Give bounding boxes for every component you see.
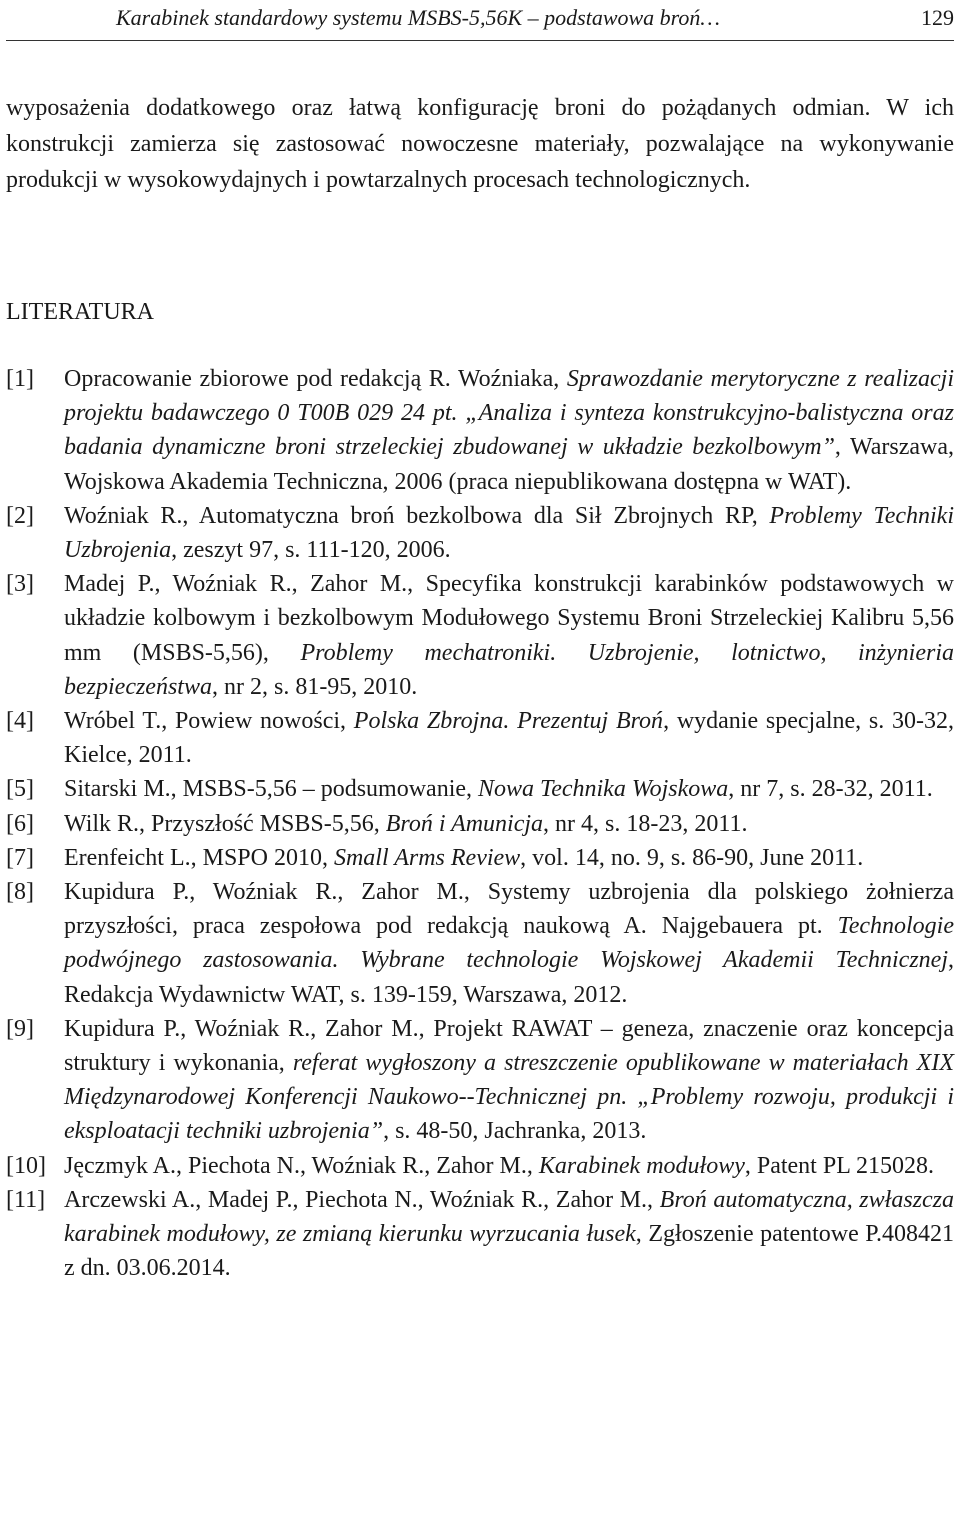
- reference-text: , Patent PL 215028.: [744, 1152, 934, 1179]
- reference-text: , wydanie specjalne, s. 30-32, Kielce, 2011.: [64, 708, 955, 769]
- reference-text: Jęczmyk A., Piechota N., Woźniak R., Zahor M.,: [64, 1152, 539, 1179]
- reference-title-italic: Karabinek modułowy: [538, 1152, 745, 1179]
- page-number: 129: [921, 5, 954, 30]
- body-text: [6, 90, 954, 198]
- reference-number: [2]: [6, 502, 34, 529]
- intro-paragraph: wyposażenia dodatkowego oraz łatwą konfigurację broni do pożądanych odmian. W ich konstrukcji zamierza się zastosować nowoczesne materiały, pozwalające na wykonywanie produkcji w wysokowydajnych i powtarzalnych procesach technologicznych.: [6, 95, 954, 193]
- reference-item: [6, 362, 954, 499]
- reference-item: [6, 1183, 954, 1286]
- reference-text: , s. 48-50, Jachranka, 2013.: [383, 1118, 647, 1145]
- reference-number: [8]: [6, 879, 34, 906]
- reference-text: Kupidura P., Woźniak R., Zahor M., Projekt RAWAT – geneza, znaczenie oraz koncepcja struktury i wykonania,: [64, 1015, 954, 1077]
- reference-text: Wilk R., Przyszłość MSBS-5,56,: [64, 810, 386, 837]
- reference-number: [6]: [6, 810, 34, 837]
- reference-text: , Warszawa, Wojskowa Akademia Techniczna, 2006 (praca niepublikowana dostępna w WAT).: [64, 434, 955, 495]
- reference-title-italic: Problemy mechatroniki. Uzbrojenie, lotnictwo, inżynieria bezpieczeństwa: [64, 639, 954, 700]
- reference-title-italic: Small Arms Review: [333, 844, 521, 871]
- reference-number: [11]: [6, 1186, 46, 1213]
- reference-title-italic: Technologie podwójnego zastosowania. Wybrane technologie Wojskowej Akademii Technicznej: [64, 913, 954, 974]
- reference-item: [6, 807, 954, 841]
- reference-text: , zeszyt 97, s. 111-120, 2006.: [171, 537, 451, 564]
- reference-text: , vol. 14, no. 9, s. 86-90, June 2011.: [520, 844, 864, 871]
- reference-number: [9]: [6, 1015, 34, 1042]
- reference-text: , nr 2, s. 81-95, 2010.: [211, 673, 418, 700]
- reference-text: Arczewski A., Madej P., Piechota N., Woźniak R., Zahor M.,: [64, 1186, 660, 1213]
- reference-number: [4]: [6, 708, 34, 735]
- reference-item: [6, 875, 954, 1012]
- reference-number: [7]: [6, 844, 34, 871]
- reference-title-italic: Broń automatyczna, zwłaszcza karabinek modułowy, ze zmianą kierunku wyrzucania łusek: [64, 1186, 954, 1248]
- reference-text: Opracowanie zbiorowe pod redakcją R. Woźniaka,: [64, 366, 567, 392]
- reference-text: Woźniak R., Automatyczna broń bezkolbowa dla Sił Zbrojnych RP,: [64, 502, 770, 529]
- reference-item: [6, 1012, 954, 1149]
- reference-title-italic: Problemy Techniki Uzbrojenia: [64, 502, 954, 564]
- reference-number: [1]: [6, 366, 34, 392]
- reference-title-italic: Nowa Technika Wojskowa: [478, 776, 729, 803]
- reference-item: [6, 567, 954, 704]
- reference-number: [3]: [6, 571, 34, 598]
- reference-title-italic: referat wygłoszony a streszczenie opublikowane w materiałach XIX Międzynarodowej Konferencji Naukowo--Technicznej pn. „Problemy rozwoju, produkcji i eksploatacji techniki uzbrojenia”: [64, 1050, 954, 1145]
- reference-text: , nr 7, s. 28-32, 2011.: [728, 776, 933, 803]
- reference-title-italic: Polska Zbrojna. Prezentuj Broń: [353, 708, 664, 735]
- reference-text: , nr 4, s. 18-23, 2011.: [543, 810, 748, 837]
- reference-text: Wróbel T., Powiew nowości,: [64, 708, 354, 735]
- section-title: LITERATURA: [6, 299, 154, 325]
- reference-number: [10]: [6, 1152, 46, 1179]
- running-header-title: Karabinek standardowy systemu MSBS-5,56K – podstawowa broń…: [116, 5, 720, 30]
- reference-text: Erenfeicht L., MSPO 2010,: [64, 844, 334, 871]
- reference-text: , Zgłoszenie patentowe P.408421 z dn. 03.06.2014.: [64, 1221, 954, 1282]
- reference-item: [6, 1149, 954, 1183]
- reference-text: Madej P., Woźniak R., Zahor M., Specyfika konstrukcji karabinków podstawowych w układzie kolbowym i bezkolbowym Modułowego Systemu Broni Strzeleckiej Kalibru 5,56 mm (MSBS-5,56),: [64, 571, 954, 666]
- reference-item: [6, 499, 954, 567]
- reference-item: [6, 704, 954, 772]
- reference-text: , Redakcja Wydawnictw WAT, s. 139-159, Warszawa, 2012.: [64, 947, 954, 1008]
- reference-text: Kupidura P., Woźniak R., Zahor M., Systemy uzbrojenia dla polskiego żołnierza przyszłości, praca zespołowa pod redakcją naukową A. Najgebauera pt.: [64, 879, 954, 940]
- reference-title-italic: Broń i Amunicja: [385, 810, 544, 837]
- reference-number: [5]: [6, 776, 34, 803]
- reference-title-italic: Sprawozdanie merytoryczne z realizacji projektu badawczego 0 T00B 029 24 pt. „Analiza i synteza konstrukcyjno-balistyczna oraz badania dynamiczne broni strzeleckiej zbudowanej w układzie bezkolbowym”: [64, 366, 954, 461]
- reference-list: [6, 362, 954, 1285]
- running-header: [6, 0, 954, 41]
- reference-text: Sitarski M., MSBS-5,56 – podsumowanie,: [64, 776, 479, 803]
- reference-item: [6, 841, 954, 875]
- reference-item: [6, 772, 954, 806]
